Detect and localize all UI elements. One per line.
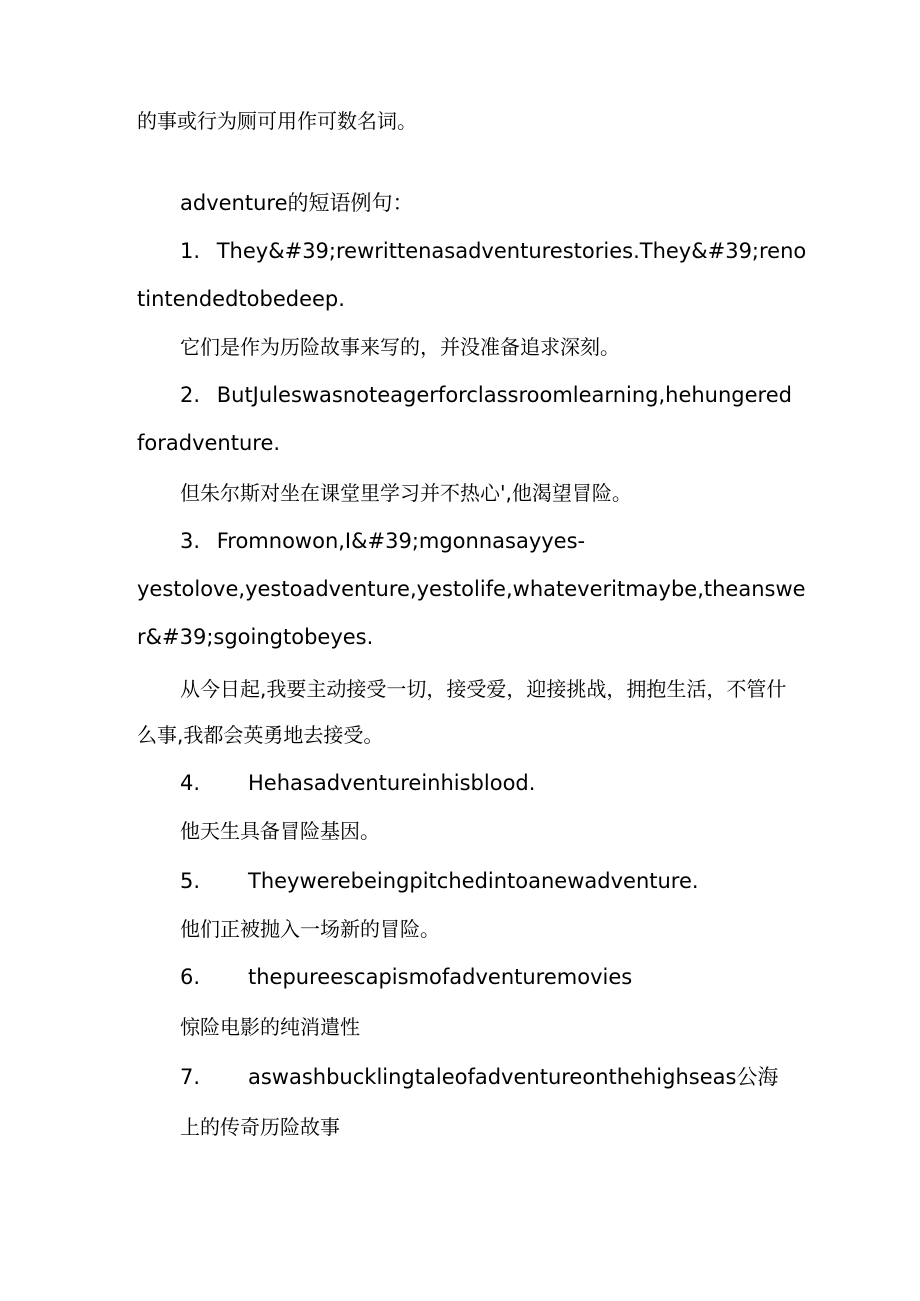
- example-3-english-text: Fromnowon,I&#39;mgonnasayyes-: [216, 529, 586, 553]
- example-7-chinese: 上的传奇历险故事: [180, 1115, 340, 1139]
- example-7-number: 7.: [180, 1065, 201, 1089]
- example-3-chinese-line-2: 么事,我都会英勇地去接受。: [137, 723, 384, 747]
- example-1-english-line-2: tintendedtobedeep.: [137, 287, 345, 311]
- example-4-english: Hehasadventureinhisblood.: [248, 771, 536, 795]
- example-2-chinese: 但朱尔斯对坐在课堂里学习并不热心',他渴望冒险。: [180, 481, 632, 505]
- example-3-english-line-2: yestolove,yestoadventure,yestolife,whateveritmaybe,theanswe: [137, 577, 806, 601]
- example-5-chinese: 他们正被抛入一场新的冒险。: [180, 917, 440, 941]
- example-5-number: 5.: [180, 869, 201, 893]
- intro-tail-text: 的事或行为厕可用作可数名词。: [137, 109, 417, 133]
- example-1-english-line-1: [180, 236, 806, 266]
- example-3-chinese-line-1: 从今日起,我要主动接受一切，接受爱，迎接挑战，拥抱生活，不管什: [180, 677, 787, 701]
- example-6-chinese: 惊险电影的纯消遣性: [180, 1015, 360, 1039]
- example-1-number: 1.: [180, 239, 201, 263]
- example-4-number: 4.: [180, 771, 201, 795]
- example-6-number: 6.: [180, 965, 201, 989]
- example-6-english: thepureescapismofadventuremovies: [248, 965, 633, 989]
- example-3-english-line-3: r&#39;sgoingtobeyes.: [137, 625, 374, 649]
- example-2-english-text: ButJuleswasnoteagerforclassroomlearning,hehungered: [216, 383, 792, 407]
- example-2-english-line-1: [180, 380, 792, 410]
- section-heading: adventure的短语例句：: [180, 191, 414, 215]
- example-1-chinese: 它们是作为历险故事来写的，并没准备追求深刻。: [180, 335, 620, 359]
- example-3-english-line-1: [180, 526, 585, 556]
- example-1-english-text: They&#39;rewrittenasadventurestories.They&#39;reno: [216, 239, 807, 263]
- example-4-chinese: 他天生具备冒险基因。: [180, 819, 380, 843]
- example-3-number: 3.: [180, 529, 201, 553]
- example-2-number: 2.: [180, 383, 201, 407]
- example-2-english-line-2: foradventure.: [137, 431, 281, 455]
- example-7-english: aswashbucklingtaleofadventureonthehighseas公海: [248, 1065, 779, 1089]
- example-5-english: Theywerebeingpitchedintoanewadventure.: [248, 869, 699, 893]
